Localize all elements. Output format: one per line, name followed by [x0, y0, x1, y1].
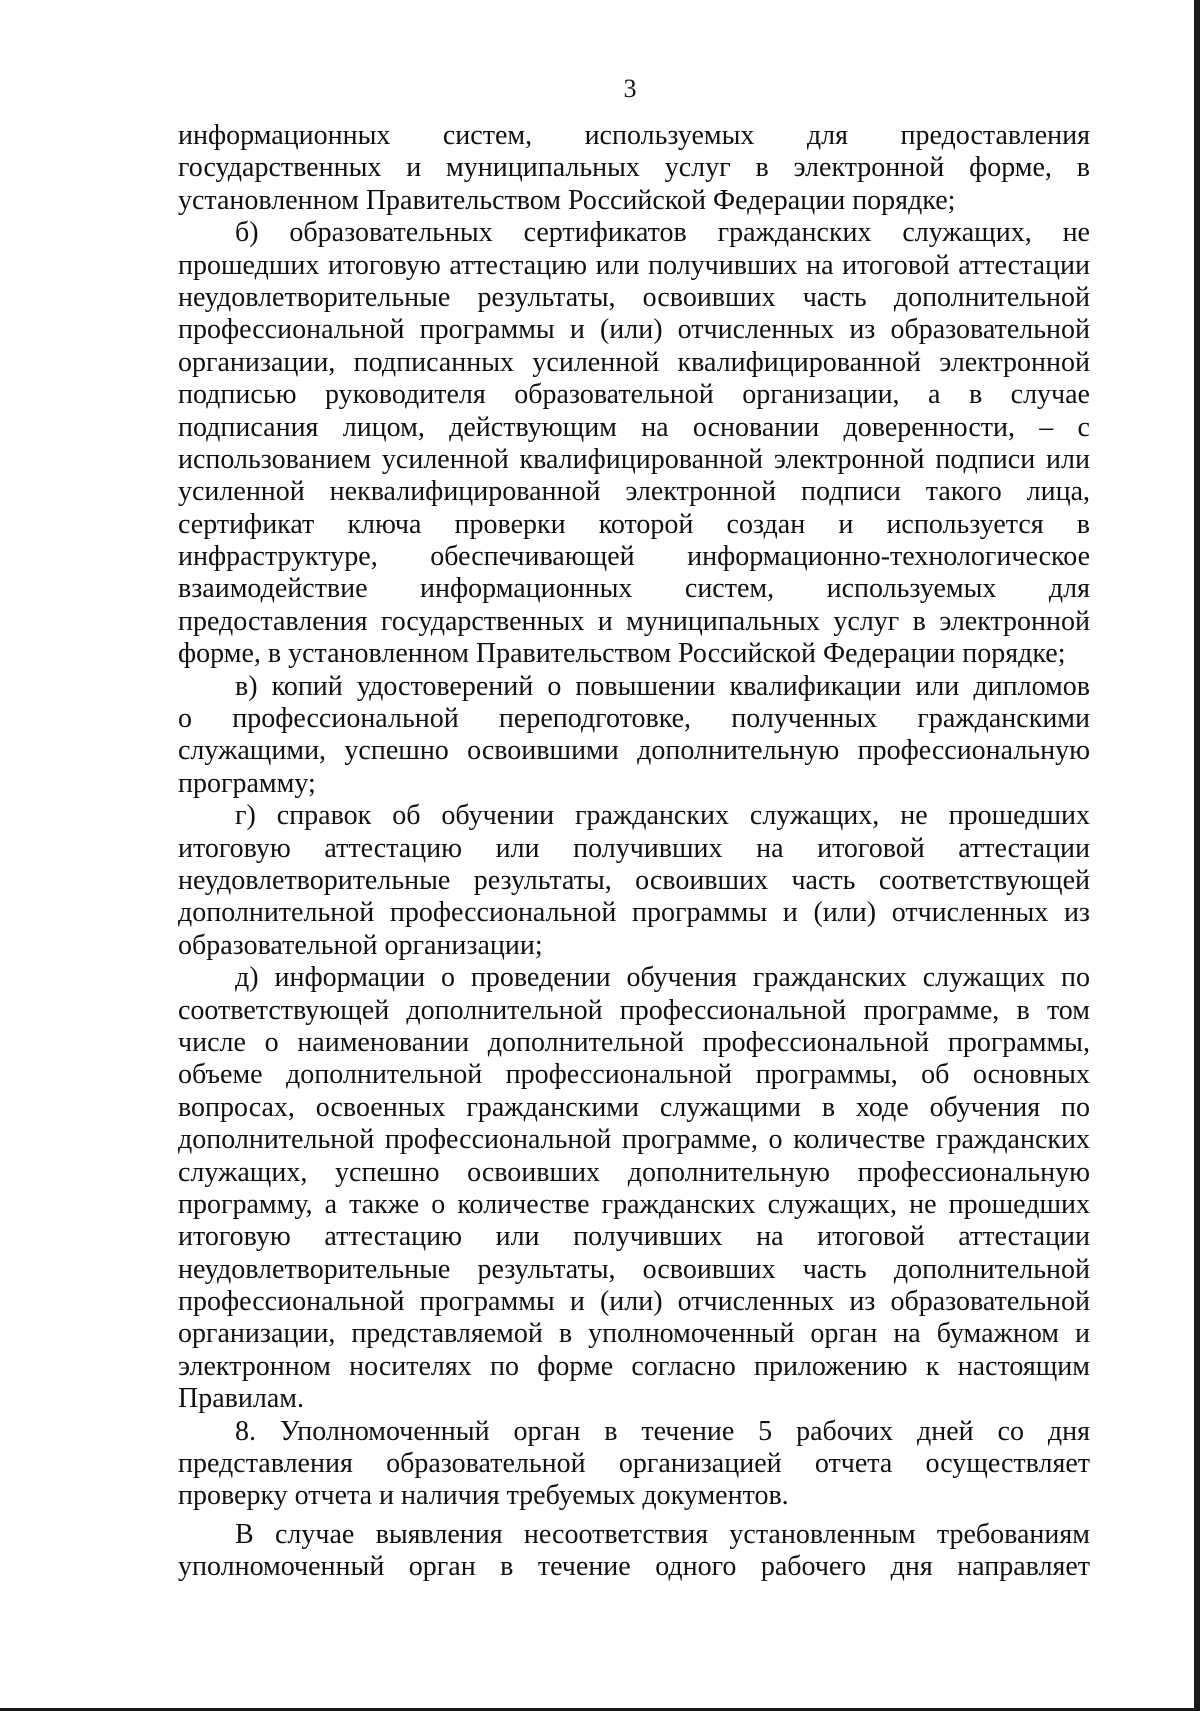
paragraph	[178, 1416, 1090, 1513]
text-line: электронном носителях по форме согласно приложению к настоящим	[178, 1350, 1090, 1382]
paragraph	[178, 671, 1090, 801]
text-line: подписью руководителя образовательной организации, а в случае	[178, 379, 1090, 411]
text-line: числе о наименовании дополнительной профессиональной программы,	[178, 1026, 1090, 1058]
text-line: организации, представляемой в уполномоченный орган на бумажном и	[178, 1318, 1090, 1350]
text-line: дополнительной профессиональной программы и (или) отчисленных из	[178, 897, 1090, 929]
text-line: итоговую аттестацию или получивших на итоговой аттестации	[178, 832, 1090, 864]
paragraph	[178, 217, 1090, 670]
text-line: В случае выявления несоответствия установленным требованиям	[235, 1518, 1090, 1550]
paragraph	[178, 120, 1090, 217]
text-line: в) копий удостоверений о повышении квалификации или дипломов	[235, 670, 1090, 702]
text-line: объеме дополнительной профессиональной программы, об основных	[178, 1059, 1090, 1091]
text-line: г) справок об обучении гражданских служащих, не прошедших	[235, 800, 1090, 832]
text-line: неудовлетворительные результаты, освоивших часть дополнительной	[178, 281, 1090, 313]
text-line: д) информации о проведении обучения гражданских служащих по	[235, 962, 1090, 994]
text-line: неудовлетворительные результаты, освоивших часть соответствующей	[178, 864, 1090, 896]
text-line: б) образовательных сертификатов гражданских служащих, не	[235, 217, 1090, 249]
paragraph	[178, 1519, 1090, 1584]
page-number: 3	[623, 74, 637, 103]
text-line: программу, а также о количестве гражданских служащих, не прошедших	[178, 1188, 1090, 1220]
text-line: 8. Уполномоченный орган в течение 5 рабочих дней со дня	[235, 1415, 1090, 1447]
paragraph	[178, 800, 1090, 962]
text-line: предоставления государственных и муниципальных услуг в электронной	[178, 605, 1090, 637]
text-line: профессиональной программы и (или) отчисленных из образовательной	[178, 314, 1090, 346]
text-line: подписания лицом, действующим на основании доверенности, – с	[178, 411, 1090, 443]
text-line: прошедших итоговую аттестацию или получивших на итоговой аттестации	[178, 249, 1090, 281]
text-line: служащих, успешно освоивших дополнительную профессиональную	[178, 1156, 1090, 1188]
text-line: государственных и муниципальных услуг в электронной форме, в	[178, 152, 1090, 184]
paragraph	[178, 962, 1090, 1415]
text-line: итоговую аттестацию или получивших на итоговой аттестации	[178, 1221, 1090, 1253]
text-line: организации, подписанных усиленной квалифицированной электронной	[178, 346, 1090, 378]
text-line: служащими, успешно освоившими дополнительную профессиональную	[178, 735, 1090, 767]
text-line: представления образовательной организацией отчета осуществляет	[178, 1448, 1090, 1480]
text-line: информационных систем, используемых для предоставления	[178, 120, 1090, 151]
text-line: усиленной неквалифицированной электронной подписи такого лица,	[178, 476, 1090, 508]
text-line: профессиональной программы и (или) отчисленных из образовательной	[178, 1286, 1090, 1318]
text-line: уполномоченный орган в течение одного рабочего дня направляет	[178, 1551, 1090, 1583]
text-line: проверку отчета и наличия требуемых документов.	[178, 1480, 789, 1512]
scan-border-right	[1194, 0, 1200, 1711]
text-line: программу;	[178, 767, 316, 799]
text-line: дополнительной профессиональной программе, о количестве гражданских	[178, 1124, 1090, 1156]
document-body	[178, 120, 1090, 1584]
text-line: инфраструктуре, обеспечивающей информационно-технологическое	[178, 541, 1090, 573]
text-line: образовательной организации;	[178, 929, 543, 961]
text-line: взаимодействие информационных систем, используемых для	[178, 573, 1090, 605]
text-line: неудовлетворительные результаты, освоивших часть дополнительной	[178, 1253, 1090, 1285]
text-line: Правилам.	[178, 1383, 304, 1415]
text-line: о профессиональной переподготовке, полученных гражданскими	[178, 703, 1090, 735]
text-line: вопросах, освоенных гражданскими служащими в ходе обучения по	[178, 1091, 1090, 1123]
text-line: установленном Правительством Российской Федерации порядке;	[178, 184, 956, 216]
text-line: использованием усиленной квалифицированной электронной подписи или	[178, 443, 1090, 475]
text-line: сертификат ключа проверки которой создан и используется в	[178, 508, 1090, 540]
text-line: форме, в установленном Правительством Российской Федерации порядке;	[178, 638, 1066, 670]
text-line: соответствующей дополнительной профессиональной программе, в том	[178, 994, 1090, 1026]
